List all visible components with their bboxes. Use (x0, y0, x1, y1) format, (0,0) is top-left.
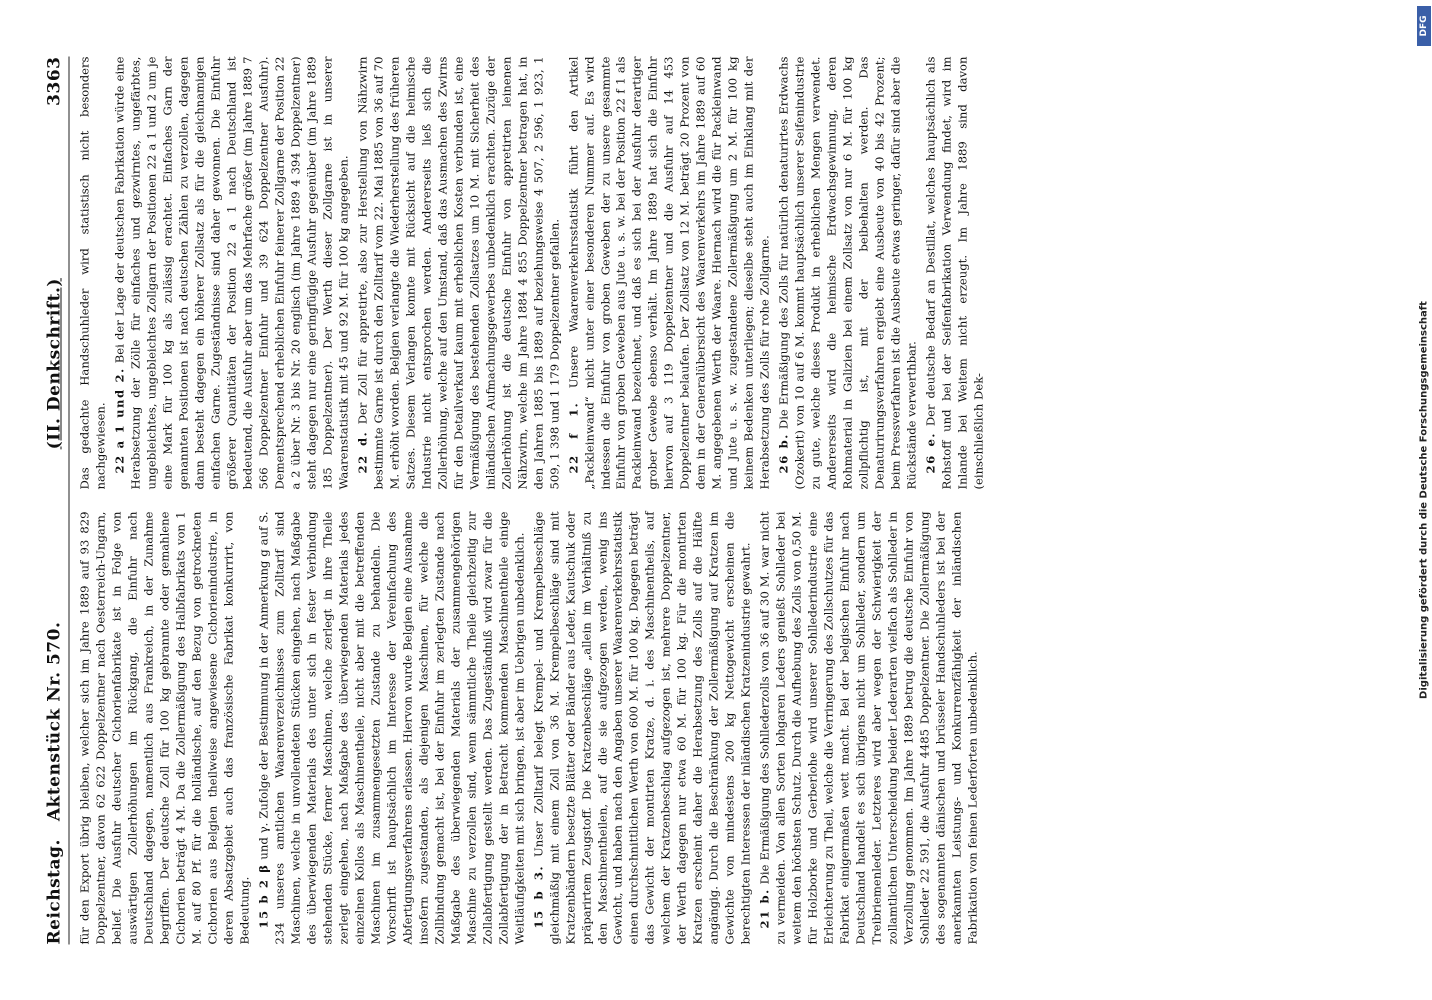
paragraph (112, 56, 352, 489)
paragraph (78, 56, 110, 489)
header-reichstag: Reichstag. (44, 838, 65, 944)
digitization-sidebar (1416, 0, 1432, 1000)
paragraph (78, 511, 254, 944)
paragraph (256, 511, 528, 944)
paragraph (924, 56, 988, 489)
page-number: 3363 (44, 56, 65, 106)
section-number: 26 e. (923, 431, 938, 473)
section-number: 22 f 1. (566, 401, 581, 473)
header-denkschrift: (II. Denkschrift.) (44, 277, 65, 449)
paragraph (566, 56, 774, 489)
section-number: 22 d. (355, 430, 370, 473)
section-number: 15 b 2 β (256, 863, 271, 928)
paragraph (531, 511, 755, 944)
paragraph-text: Bei der Lage der deutschen Fabrikation würde eine Herabsetzung der Zölle für einfaches und gezwirntes, ungefärbtes, ungebleichtes, ungebleichtes Zollgarn der Positionen 22 a 1 und 2 um je eine Mark für 100 kg als zulässig erachtet. Einfaches Garn der genannten Positionen ist nach deutschen Zählen zu verzollen, dagegen dann besteht dagegen ein höherer Zollsatz als für die gleichnamigen einfachen Garne. Zugeständnisse sind daher gewonnen. Die Einfuhr größerer Quantitäten der Position 22 a 1 nach Deutschland ist bedeutend, die Ausfuhr aber um das Mehrfache größer (im Jahre 1889 7 566 Doppelzentner Einfuhr und 39 624 Doppelzentner Ausfuhr). Dementsprechend erheblichen Einfuhr feinerer Zollgarne der Position 22 a 2 über Nr. 3 bis Nr. 20 englisch (im Jahre 1889 4 394 Doppelzentner) steht dagegen nur eine geringfügige Ausfuhr gegenüber (im Jahre 1889 185 Doppelzentner). Der Werth dieser Zollgarne ist in unserer Waarenstatistik mit 45 und 92 M. für 100 kg angegeben. (112, 55, 351, 489)
paragraph-text: Der Zoll für appretirte, also zur Herstellung von Nähzwirn bestimmte Garne ist durch den Zolltarif vom 22. Mai 1885 von 36 auf 70 M. erhöht worden. Belgien verlangte die Wiederherstellung des früheren Satzes. Diesem Verlangen konnte mit Rücksicht auf die heimische Industrie nicht entsprochen werden. Andererseits ließ sich die Zollerhöhung, welche auf den Umstand, daß das Ausmachen des Zwirns für den Detailverkauf kaum mit erheblichen Kosten verbunden ist, eine Vermäßigung des bestehenden Zollsatzes um 10 M. mit Sicherheit des inländischen Aufmachungsgewerbes unbedenklich erachten. Zuzüge der Zollerhöhung ist die deutsche Einfuhr von appretirten leinenen Nähzwirn, welche im Jahre 1884 4 855 Doppelzentner betragen hat, in den Jahren 1885 bis 1889 auf beziehungsweise 4 507, 2 596, 1 923, 1 509, 1 398 und 1 179 Doppelzentner gefallen. (355, 56, 562, 489)
document-page (29, 30, 1404, 970)
paragraph (355, 56, 563, 489)
dfg-logo-text: DFG (1419, 15, 1429, 37)
page-header (45, 56, 70, 944)
section-number: 21 b. (757, 887, 772, 928)
section-number: 22 a 1 und 2. (112, 366, 127, 473)
paragraph-text: Das gedachte Handschuhleder wird statistisch nicht besonders nachgewiesen. (77, 56, 108, 489)
paragraph-text: Der deutsche Bedarf an Destillat, welches hauptsächlich als Rohstoff und bei der Seifenfabrikation Verwendung findet, wird im Inlande bei Weitem nicht erzeugt. Im Jahre 1889 sind davon (einschließlich Dek- (923, 56, 986, 489)
paragraph-text: und γ. Zufolge der Bestimmung in der Anmerkung g auf S. 234 unseres amtlichen Waarenverzeichnisses zum Zolltarif sind Maschinen, welche in unvollendeten Stücken eingehen, nach Maßgabe des überwiegenden Materials des unter sich in fester Verbindung stehenden Stücke, ferner Maschinen, welche zerlegt in ihre Theile zerlegt eingehen, nach Maßgabe des überwiegenden Materials jedes einzelnen Kollos als Maschinentheile, nicht aber mit die betreffenden Maschinen im zusammengesetzten Zustande zu behandeln. Die Vorschrift ist hauptsächlich im Interesse der Vereinfachung des Abfertigungsverfahrens erlassen. Hiervon wurde Belgien eine Ausnahme insofern zugestanden, als diejenigen Maschinen, für welche die Zollbindung gemacht ist, bei der Einfuhr im zerlegten Zustande nach Maßgabe des überwiegenden Materials der zusammengehörigen Maschine zu verzollen sind, wenn sämmtliche Theile gleichzeitig zur Zollabfertigung gestellt werden. Das Zugeständniß wird zwar für die Zollabfertigung der in Betracht kommenden Maschinentheile einige Weitläufigkeiten mit sich bringen, ist aber im Uebrigen unbedenklich. (256, 510, 527, 944)
header-aktenstueck: Aktenstück Nr. 570. (44, 621, 65, 821)
paragraph (758, 511, 982, 944)
paragraph-text: Unsere Waarenverkehrsstatistik führt den Artikel „Packleinwand“ nicht unter einer besonderen Nummer auf. Es wird indessen die Einfuhr von groben Geweben der zu unsere gesammte Einfuhr von groben Geweben aus Jute u. s. w. bei der Position 22 f 1 als Packleinwand bezeichnet, und daß es sich bei der Ausfuhr derartiger grober Gewebe ebenso verhält. Im Jahre 1889 hat sich die Einfuhr hiervon auf 3 119 Doppelzentner und die Ausfuhr auf 14 453 Doppelzentner belaufen. Der Zollsatz von 12 M. beträgt 20 Prozent von dem in der Generalübersicht des Waarenverkehrs im Jahre 1889 auf 60 M. angegebenen Werth der Waare. Hiernach wird die für Packleinwand und Jute u. s. w. zugestandene Zollermäßigung um 2 M. für 100 kg keinem Bedenken unterliegen; dieselbe steht auch im Einklang mit der Herabsetzung des Zolls für rohe Zollgarne. (566, 56, 772, 489)
paragraph-text: Die Ermäßigung des Sohllederzolls von 36 auf 30 M. war nicht zu vermeiden. Von allen Sorten lohgaren Leders genießt Sohlleder bei weitem den höchsten Schutz. Durch die Aufhebung des Zolls von 0,50 M. für Holzborke und Gerberlohe wird unserer Sohllederindustrie eine Erleichterung zu Theil, welche die Verringerung des Zollschutzes für das Fabrikat einigermaßen wett macht. Bei der belgischen Einfuhr nach Deutschland handelt es sich übrigens nicht um Sohlleder, sondern um Treibriemenleder. Letzteres wird aber wegen der Schwierigkeit der zollamtlichen Unterscheidung beider Lederarten vielfach als Sohlleder in Verzollung genommen. Im Jahre 1889 betrug die deutsche Einfuhr von Sohlleder 22 591, die Ausfuhr 4485 Doppelzentner. Die Zollermäßigung des sogenannten dänischen und brüsseler Handschuhleders ist bei der anerkannten Leistungs- und Konkurrenzfähigkeit der inländischen Fabrikation von feinen Lederforten unbedenklich. (757, 511, 980, 944)
paragraph-text: Die Ermäßigung des Zolls für natürlich denaturirtes Erdwachs (Ozokerit) von 10 auf 6 M. kommt hauptsächlich unserer Seifenindustrie zu gute, welche dieses Produkt in erheblichen Mengen verwendet. Andererseits wird die heimische Erdwachsgewinnung, deren Rohmaterial in Galizien bei einem Zollsatz von nur 6 M. für 100 kg zollpflichtig ist, mit der beibehalten werden. Das Denaturirungsverfahren ergiebt eine Ausbeute von 40 bis 42 Prozent; beim Pressverfahren ist die Ausbeute etwas geringer, dafür sind aber die Rückstände verwerthbar. (776, 56, 919, 489)
text-column-right (78, 56, 1377, 489)
sidebar-credit: Digitalisierung gefördert durch die Deutsche Forschungsgemeinschaft (1418, 301, 1430, 699)
text-column-left (78, 511, 1377, 944)
text-columns (78, 56, 1377, 944)
section-number: 15 b 3. (531, 864, 546, 928)
paragraph (777, 56, 921, 489)
paragraph-text: Unser Zolltarif belegt Krempel- und Krempelbeschläge gleichmäßig mit einem Zoll von 36 M. Krempelbeschläge sind mit Kratzenbändern besetzte Blätter oder Bänder aus Leder, Kautschuk oder präparirtem Zeugstoff. Die Kratzenbeschläge „allein im Verhältniß zu den Maschinentheilen, auf die sie aufgezogen werden, wenig ins Gewicht, und haben nach den Angaben unserer Waarenverkehrsstatistik einen durchschnittlichen Werth von 600 M. für 100 kg. Dagegen beträgt das Gewicht der montirten Kratze, d. i. des Maschinentheils, auf welchem der Kratzenbeschlag aufgezogen ist, mehrere Doppelzentner, der Werth dagegen nur etwa 60 M. für 100 kg. Für die montirten Kratzen erscheint daher die Herabsetzung des Zolls auf die Hälfte angängig. Durch die Beschränkung der Zollermäßigung auf Kratzen im Gewichte von mindestens 200 kg Nettogewicht erscheinen die berechtigten Interessen der inländischen Kratzenindustrie gewahrt. (531, 510, 753, 944)
paragraph-text: für den Export übrig bleiben, welcher sich im Jahre 1889 auf 93 829 Doppelzentner, davon 62 622 Doppelzentner nach Oesterreich-Ungarn, belief. Die Ausfuhr deutscher Cichorienfabrikate ist in Folge von auswärtigen Zollerhöhungen im Rückgang, die Einfuhr nach Deutschland dagegen, namentlich aus Frankreich, in der Zunahme begriffen. Der deutsche Zoll für 100 kg gebrannte oder gemahlene Cichorien beträgt 4 M. Da die Zollermäßigung des Halbfabrikats von 1 M. auf 80 Pf. für die holländische, auf den Bezug von getrockneten Cichorien aus Belgien theilweise angewiesene Cichorienindustrie, in deren Absatzgebiet auch das französische Fabrikat konkurrirt, von Bedeutung. (77, 511, 252, 944)
section-number: 26 b. (776, 432, 791, 473)
dfg-logo (1417, 6, 1431, 46)
